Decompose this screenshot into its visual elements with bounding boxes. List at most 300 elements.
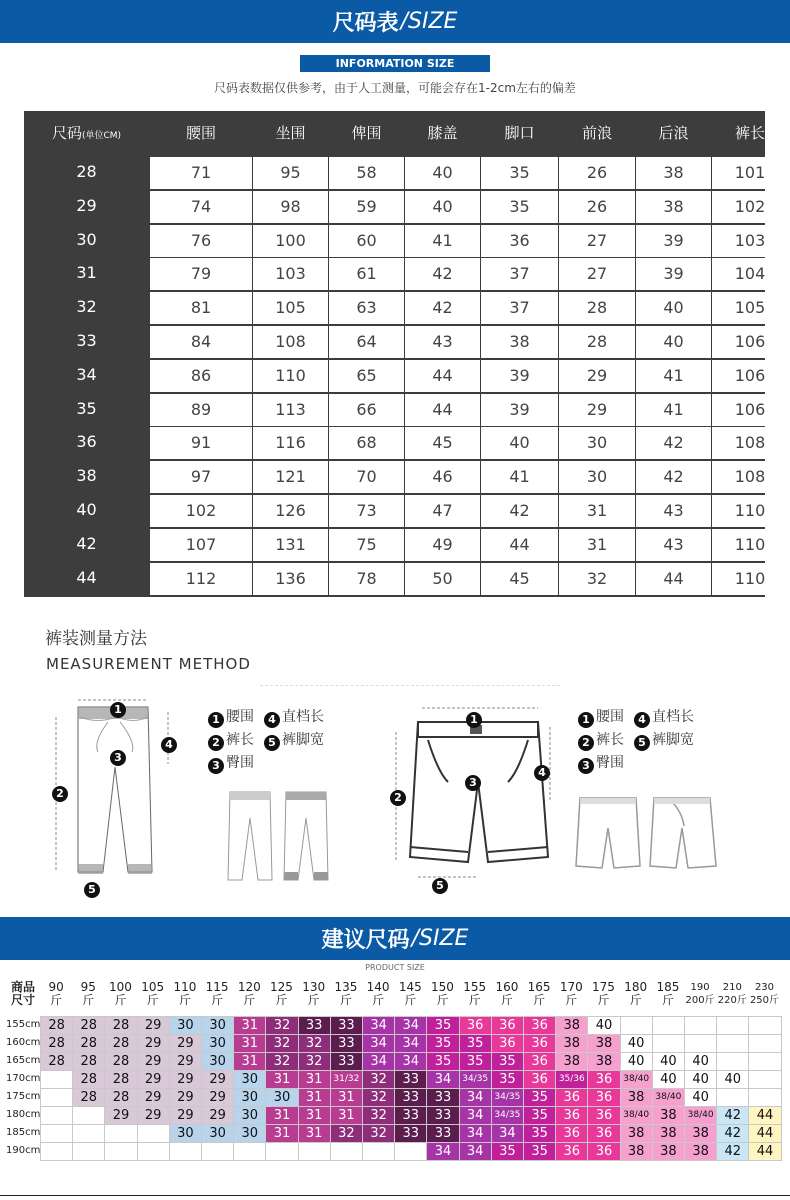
- size-value-cell: 37: [481, 292, 558, 324]
- recommend-cell: 36: [587, 1088, 620, 1107]
- size-value-cell: 100: [253, 225, 328, 257]
- recommend-cell: 30: [233, 1088, 266, 1107]
- size-value-cell: 30: [559, 427, 635, 459]
- recommend-cell: 29: [201, 1088, 234, 1107]
- weight-header: 115 斤: [205, 980, 229, 1007]
- recommend-cell: 34: [459, 1142, 492, 1161]
- size-value-cell: 46: [405, 461, 480, 493]
- header-col: 裤长: [734, 124, 765, 142]
- recommend-cell: 33: [426, 1124, 459, 1143]
- recommend-cell: 31: [265, 1124, 298, 1143]
- size-label: 32: [76, 297, 97, 317]
- recommend-cell: 30: [201, 1052, 234, 1071]
- recommend-cell: 33: [330, 1052, 363, 1071]
- size-label: 38: [76, 466, 97, 486]
- size-value-cell: 98: [253, 191, 328, 223]
- recommend-cell: 29: [137, 1016, 170, 1035]
- recommend-cell: 35: [523, 1142, 556, 1161]
- recommend-cell: [298, 1142, 331, 1161]
- weight-header: 190 200斤: [685, 982, 715, 1006]
- header-col: 腰围: [185, 124, 216, 142]
- recommend-cell: 31: [265, 1070, 298, 1089]
- size-value-cell: 42: [481, 495, 558, 527]
- recommend-cell: 36: [523, 1034, 556, 1053]
- recommend-cell: [362, 1142, 395, 1161]
- recommend-cell: 31: [298, 1070, 331, 1089]
- recommend-cell: [684, 1034, 717, 1053]
- weight-header: 130 斤: [302, 980, 326, 1007]
- recommend-cell: 36: [555, 1124, 588, 1143]
- size-value-cell: 31: [559, 529, 635, 561]
- size-value-cell: 35: [481, 191, 558, 223]
- size-value-cell: 113: [253, 394, 328, 426]
- recommend-cell: [40, 1142, 73, 1161]
- recommend-cell: 28: [72, 1088, 105, 1107]
- recommend-cell: 34: [426, 1070, 459, 1089]
- recommend-cell: [104, 1142, 137, 1161]
- recommend-cell: 28: [104, 1034, 137, 1053]
- recommend-cell: 29: [137, 1070, 170, 1089]
- recommend-cell: 42: [716, 1124, 749, 1143]
- weight-header: 105 斤: [141, 980, 165, 1007]
- recommend-cell: 35: [459, 1052, 492, 1071]
- size-value-cell: 61: [329, 258, 404, 290]
- recommend-cell: 38: [652, 1142, 685, 1161]
- recommend-cell: [72, 1124, 105, 1143]
- size-value-cell: 58: [329, 157, 404, 189]
- size-value-cell: 26: [559, 191, 635, 223]
- legend-item: 2 裤长: [578, 729, 624, 752]
- size-value-cell: 131: [253, 529, 328, 561]
- header-size: [24, 111, 149, 155]
- height-label: 185cm: [6, 1127, 41, 1138]
- size-value-cell: 110: [712, 495, 788, 527]
- recommend-cell: 40: [587, 1016, 620, 1035]
- recommend-cell: [137, 1124, 170, 1143]
- weight-header: 155 斤: [463, 980, 487, 1007]
- header-col: 俾围: [351, 124, 382, 142]
- size-value-cell: 103: [253, 258, 328, 290]
- recommend-cell: 33: [394, 1124, 427, 1143]
- recommend-cell: 29: [201, 1106, 234, 1125]
- recommend-cell: 29: [201, 1070, 234, 1089]
- weight-header: 110 斤: [173, 980, 197, 1007]
- recommend-cell: [72, 1142, 105, 1161]
- recommend-cell: 28: [40, 1016, 73, 1035]
- recommend-cell: 31: [298, 1106, 331, 1125]
- size-value-cell: 102: [712, 191, 788, 223]
- recommend-cell: 38: [620, 1142, 653, 1161]
- size-label: 30: [76, 229, 97, 249]
- size-value-cell: 110: [712, 563, 788, 595]
- header-col: 坐围: [275, 124, 306, 142]
- recommend-cell: 30: [169, 1016, 202, 1035]
- size-value-cell: 45: [481, 563, 558, 595]
- size-value-cell: 84: [150, 326, 252, 358]
- size-value-cell: 78: [329, 563, 404, 595]
- weight-header: 145 斤: [398, 980, 422, 1007]
- recommend-cell: 33: [394, 1070, 427, 1089]
- recommend-grid: [6, 979, 784, 1159]
- banner2-title-cn: 建议尺码: [321, 928, 410, 953]
- recommend-cell: 34: [394, 1034, 427, 1053]
- weight-header: 175 斤: [592, 980, 615, 1007]
- recommend-cell: 30: [233, 1070, 266, 1089]
- recommend-cell: 32: [362, 1106, 395, 1125]
- recommend-cell: [40, 1106, 73, 1125]
- size-value-cell: 64: [329, 326, 404, 358]
- size-value-cell: 27: [559, 258, 635, 290]
- size-value-cell: 32: [559, 563, 635, 595]
- legend-item: 1 腰围: [208, 706, 254, 729]
- recommend-cell: 38: [555, 1034, 588, 1053]
- bottom-rule: [0, 1195, 790, 1196]
- recommend-cell: 29: [169, 1106, 202, 1125]
- size-value-cell: 43: [636, 495, 711, 527]
- recommend-cell: 38: [684, 1142, 717, 1161]
- size-value-cell: 43: [636, 529, 711, 561]
- marker-4: 4: [161, 731, 179, 753]
- recommend-cell: 40: [716, 1070, 749, 1089]
- recommend-cell: 28: [72, 1016, 105, 1035]
- recommend-cell: [394, 1142, 427, 1161]
- weight-header: 140 斤: [366, 980, 390, 1007]
- recommend-cell: [748, 1016, 781, 1035]
- recommend-cell: 38: [620, 1088, 653, 1107]
- size-value-cell: 75: [329, 529, 404, 561]
- size-value-cell: 47: [405, 495, 480, 527]
- size-value-cell: 41: [405, 225, 480, 257]
- recommend-cell: 32: [362, 1070, 395, 1089]
- recommend-cell: [652, 1034, 685, 1053]
- recommend-cell: 31: [233, 1016, 266, 1035]
- banner-title-en: /SIZE: [400, 9, 458, 34]
- recommended-size-banner: [0, 917, 790, 960]
- size-label: 44: [76, 567, 97, 587]
- size-value-cell: 106: [712, 326, 788, 358]
- recommend-cell: 32: [330, 1124, 363, 1143]
- size-value-cell: 107: [150, 529, 252, 561]
- recommend-cell: 34: [394, 1052, 427, 1071]
- recommend-cell: [748, 1070, 781, 1089]
- long-pants-sketch: [222, 788, 337, 884]
- size-value-cell: 106: [712, 394, 788, 426]
- shorts-marker-3: 3: [465, 769, 483, 791]
- size-label: 36: [76, 432, 97, 452]
- header-col: 前浪: [581, 124, 612, 142]
- recommend-cell: 31: [233, 1052, 266, 1071]
- recommend-cell: 35: [426, 1034, 459, 1053]
- recommend-cell: 31: [330, 1088, 363, 1107]
- size-label: 28: [76, 162, 97, 181]
- size-value-cell: 97: [150, 461, 252, 493]
- header-col: 膝盖: [427, 124, 458, 142]
- recommend-cell: 34: [459, 1088, 492, 1107]
- size-value-cell: 40: [636, 292, 711, 324]
- size-value-cell: 41: [481, 461, 558, 493]
- legend-item: 4 直档长: [264, 706, 324, 729]
- recommend-cell: 30: [201, 1034, 234, 1053]
- size-value-cell: 104: [712, 258, 788, 290]
- size-value-cell: 44: [481, 529, 558, 561]
- recommend-cell: 35: [459, 1034, 492, 1053]
- recommend-cell: [330, 1142, 363, 1161]
- recommend-cell: 35: [523, 1106, 556, 1125]
- recommend-cell: [748, 1088, 781, 1107]
- recommend-cell: 34: [394, 1016, 427, 1035]
- recommend-cell: [748, 1052, 781, 1071]
- size-value-cell: 108: [712, 461, 788, 493]
- recommend-cell: 33: [298, 1016, 331, 1035]
- size-value-cell: 81: [150, 292, 252, 324]
- recommend-cell: 38/40: [684, 1106, 717, 1125]
- size-value-cell: 136: [253, 563, 328, 595]
- size-value-cell: 79: [150, 258, 252, 290]
- recommend-cell: 29: [169, 1088, 202, 1107]
- recommend-cell: 38: [555, 1052, 588, 1071]
- recommend-cell: 38: [684, 1124, 717, 1143]
- size-value-cell: 126: [253, 495, 328, 527]
- size-table: [24, 111, 765, 597]
- recommend-cell: [40, 1088, 73, 1107]
- recommend-cell: 38/40: [620, 1106, 653, 1125]
- recommend-cell: 36: [523, 1052, 556, 1071]
- size-value-cell: 42: [636, 461, 711, 493]
- header-size-label: 尺码: [51, 124, 82, 142]
- recommend-cell: 35: [426, 1052, 459, 1071]
- recommend-cell: 36: [587, 1070, 620, 1089]
- recommend-cell: 33: [426, 1088, 459, 1107]
- recommend-cell: 36: [555, 1088, 588, 1107]
- size-value-cell: 70: [329, 461, 404, 493]
- weight-header: 90 斤: [48, 980, 64, 1007]
- shorts-marker-1: 1: [466, 706, 484, 728]
- recommend-cell: 31: [298, 1088, 331, 1107]
- recommend-cell: 29: [137, 1106, 170, 1125]
- measure-title: 裤装测量方法: [45, 629, 147, 649]
- size-value-cell: 43: [405, 326, 480, 358]
- size-value-cell: 41: [636, 360, 711, 392]
- size-value-cell: 28: [559, 326, 635, 358]
- recommend-cell: [40, 1124, 73, 1143]
- recommend-cell: 28: [104, 1052, 137, 1071]
- size-value-cell: 110: [712, 529, 788, 561]
- recommend-cell: 34: [491, 1124, 524, 1143]
- recommend-cell: 38/40: [620, 1070, 653, 1089]
- size-value-cell: 89: [150, 394, 252, 426]
- size-value-cell: 40: [481, 427, 558, 459]
- weight-header: 135 斤: [334, 980, 358, 1007]
- size-label: 33: [76, 331, 97, 350]
- recommend-cell: [40, 1070, 73, 1089]
- size-label: 29: [76, 195, 97, 215]
- recommend-cell: 28: [40, 1034, 73, 1053]
- size-value-cell: 73: [329, 495, 404, 527]
- recommend-cell: 32: [362, 1088, 395, 1107]
- size-value-cell: 105: [712, 292, 788, 324]
- size-value-cell: 44: [636, 563, 711, 595]
- weight-header: 230 250斤: [749, 982, 780, 1006]
- size-label: 35: [76, 398, 97, 418]
- shorts-marker-5: 5: [432, 872, 450, 894]
- weight-header: 100 斤: [109, 980, 132, 1007]
- recommend-cell: 28: [72, 1034, 105, 1053]
- weight-header: 170 斤: [559, 980, 583, 1007]
- recommend-cell: 31: [265, 1106, 298, 1125]
- weight-header: 150 斤: [431, 980, 454, 1007]
- recommend-cell: 28: [40, 1052, 73, 1071]
- recommend-cell: 33: [330, 1034, 363, 1053]
- recommend-cell: [137, 1142, 170, 1161]
- recommend-cell: 36: [587, 1106, 620, 1125]
- header-col: 后浪: [658, 124, 689, 142]
- size-value-cell: 112: [150, 563, 252, 595]
- height-label: 155cm: [6, 1019, 41, 1030]
- size-table-header: [24, 111, 765, 155]
- size-value-cell: 29: [559, 394, 635, 426]
- size-value-cell: 108: [712, 427, 788, 459]
- size-value-cell: 65: [329, 360, 404, 392]
- size-value-cell: 101: [712, 157, 788, 189]
- recommend-cell: [748, 1034, 781, 1053]
- shorts-marker-2: 2: [390, 784, 408, 806]
- recommend-cell: 32: [265, 1034, 298, 1053]
- size-value-cell: 116: [253, 427, 328, 459]
- size-value-cell: 40: [405, 157, 480, 189]
- recommend-cell: 34: [362, 1052, 395, 1071]
- size-value-cell: 39: [481, 360, 558, 392]
- size-value-cell: 37: [481, 258, 558, 290]
- recommend-cell: [265, 1142, 298, 1161]
- size-value-cell: 44: [405, 360, 480, 392]
- recommend-cell: [716, 1016, 749, 1035]
- legend-item: 3 臀围: [578, 752, 624, 775]
- size-value-cell: 35: [481, 157, 558, 189]
- weight-header: 125 斤: [270, 980, 293, 1007]
- recommend-cell: [716, 1052, 749, 1071]
- height-label: 165cm: [6, 1055, 41, 1066]
- recommend-cell: 40: [684, 1088, 717, 1107]
- recommend-cell: 44: [748, 1106, 781, 1125]
- size-value-cell: 60: [329, 225, 404, 257]
- size-value-cell: 27: [559, 225, 635, 257]
- recommend-cell: [716, 1088, 749, 1107]
- recommend-cell: 34: [362, 1016, 395, 1035]
- size-value-cell: 42: [636, 427, 711, 459]
- recommend-cell: 32: [265, 1016, 298, 1035]
- size-value-cell: 108: [253, 326, 328, 358]
- recommend-cell: 38: [652, 1124, 685, 1143]
- recommend-cell: 40: [620, 1034, 653, 1053]
- recommend-cell: [652, 1016, 685, 1035]
- shorts-marker-4: 4: [534, 759, 552, 781]
- size-value-cell: 44: [405, 394, 480, 426]
- recommend-cell: 44: [748, 1124, 781, 1143]
- legend-item: 1 腰围: [578, 706, 624, 729]
- recommend-cell: 40: [652, 1070, 685, 1089]
- recommend-cell: 31: [298, 1124, 331, 1143]
- recommend-cell: 35: [523, 1088, 556, 1107]
- size-value-cell: 40: [636, 326, 711, 358]
- size-value-cell: 45: [405, 427, 480, 459]
- recommend-cell: [233, 1142, 266, 1161]
- recommend-cell: 40: [652, 1052, 685, 1071]
- marker-3: 3: [110, 744, 128, 766]
- size-value-cell: 66: [329, 394, 404, 426]
- recommend-cell: 30: [265, 1088, 298, 1107]
- recommend-cell: 40: [620, 1052, 653, 1071]
- recommend-cell: 31: [233, 1034, 266, 1053]
- weight-header: 160 斤: [495, 980, 519, 1007]
- recommend-cell: 29: [169, 1052, 202, 1071]
- recommend-cell: [72, 1106, 105, 1125]
- height-label: 160cm: [6, 1037, 41, 1048]
- recommend-cell: 36: [523, 1016, 556, 1035]
- recommend-cell: 32: [362, 1124, 395, 1143]
- size-label: 34: [76, 364, 97, 384]
- size-value-cell: 76: [150, 225, 252, 257]
- size-value-cell: 50: [405, 563, 480, 595]
- recommend-cell: 29: [137, 1052, 170, 1071]
- marker-5: 5: [84, 876, 102, 898]
- weight-header: 210 220斤: [717, 982, 747, 1006]
- size-value-cell: 105: [253, 292, 328, 324]
- size-value-cell: 42: [405, 258, 480, 290]
- size-label: 40: [76, 500, 97, 519]
- recommend-cell: 33: [394, 1106, 427, 1125]
- legend-item: 5 裤脚宽: [264, 729, 324, 752]
- shorts-sketch: [572, 792, 722, 872]
- recommend-cell: 33: [426, 1106, 459, 1125]
- recommend-cell: 28: [104, 1088, 137, 1107]
- size-value-cell: 31: [559, 495, 635, 527]
- recommend-cell: [201, 1142, 234, 1161]
- recommend-cell: 36: [555, 1142, 588, 1161]
- size-value-cell: 36: [481, 225, 558, 257]
- recommend-cell: 35/36: [555, 1070, 588, 1089]
- size-value-cell: 49: [405, 529, 480, 561]
- marker-2: 2: [52, 780, 70, 802]
- height-label: 190cm: [6, 1145, 41, 1156]
- marker-1: 1: [110, 696, 128, 718]
- size-value-cell: 40: [405, 191, 480, 223]
- recommend-cell: 34/35: [491, 1088, 524, 1107]
- recommend-cell: 38/40: [652, 1088, 685, 1107]
- size-value-cell: 86: [150, 360, 252, 392]
- size-value-cell: 38: [636, 157, 711, 189]
- weight-header: 120 斤: [237, 980, 261, 1007]
- recommend-cell: 35: [523, 1124, 556, 1143]
- size-value-cell: 26: [559, 157, 635, 189]
- header-size-unit: (单位CM): [81, 131, 122, 141]
- recommend-cell: [169, 1142, 202, 1161]
- recommend-cell: 35: [426, 1016, 459, 1035]
- size-value-cell: 110: [253, 360, 328, 392]
- recommend-cell: 36: [491, 1016, 524, 1035]
- legend-item: 3 臀围: [208, 752, 254, 775]
- size-value-cell: 39: [481, 394, 558, 426]
- recommend-cell: 31/32: [330, 1070, 363, 1089]
- height-label: 175cm: [6, 1091, 41, 1102]
- size-value-cell: 102: [150, 495, 252, 527]
- recommend-cell: 30: [201, 1016, 234, 1035]
- recommend-cell: 36: [523, 1070, 556, 1089]
- size-value-cell: 68: [329, 427, 404, 459]
- recommend-cell: 38: [555, 1016, 588, 1035]
- recommend-cell: 30: [233, 1124, 266, 1143]
- size-value-cell: 59: [329, 191, 404, 223]
- size-chart-banner: [0, 0, 790, 43]
